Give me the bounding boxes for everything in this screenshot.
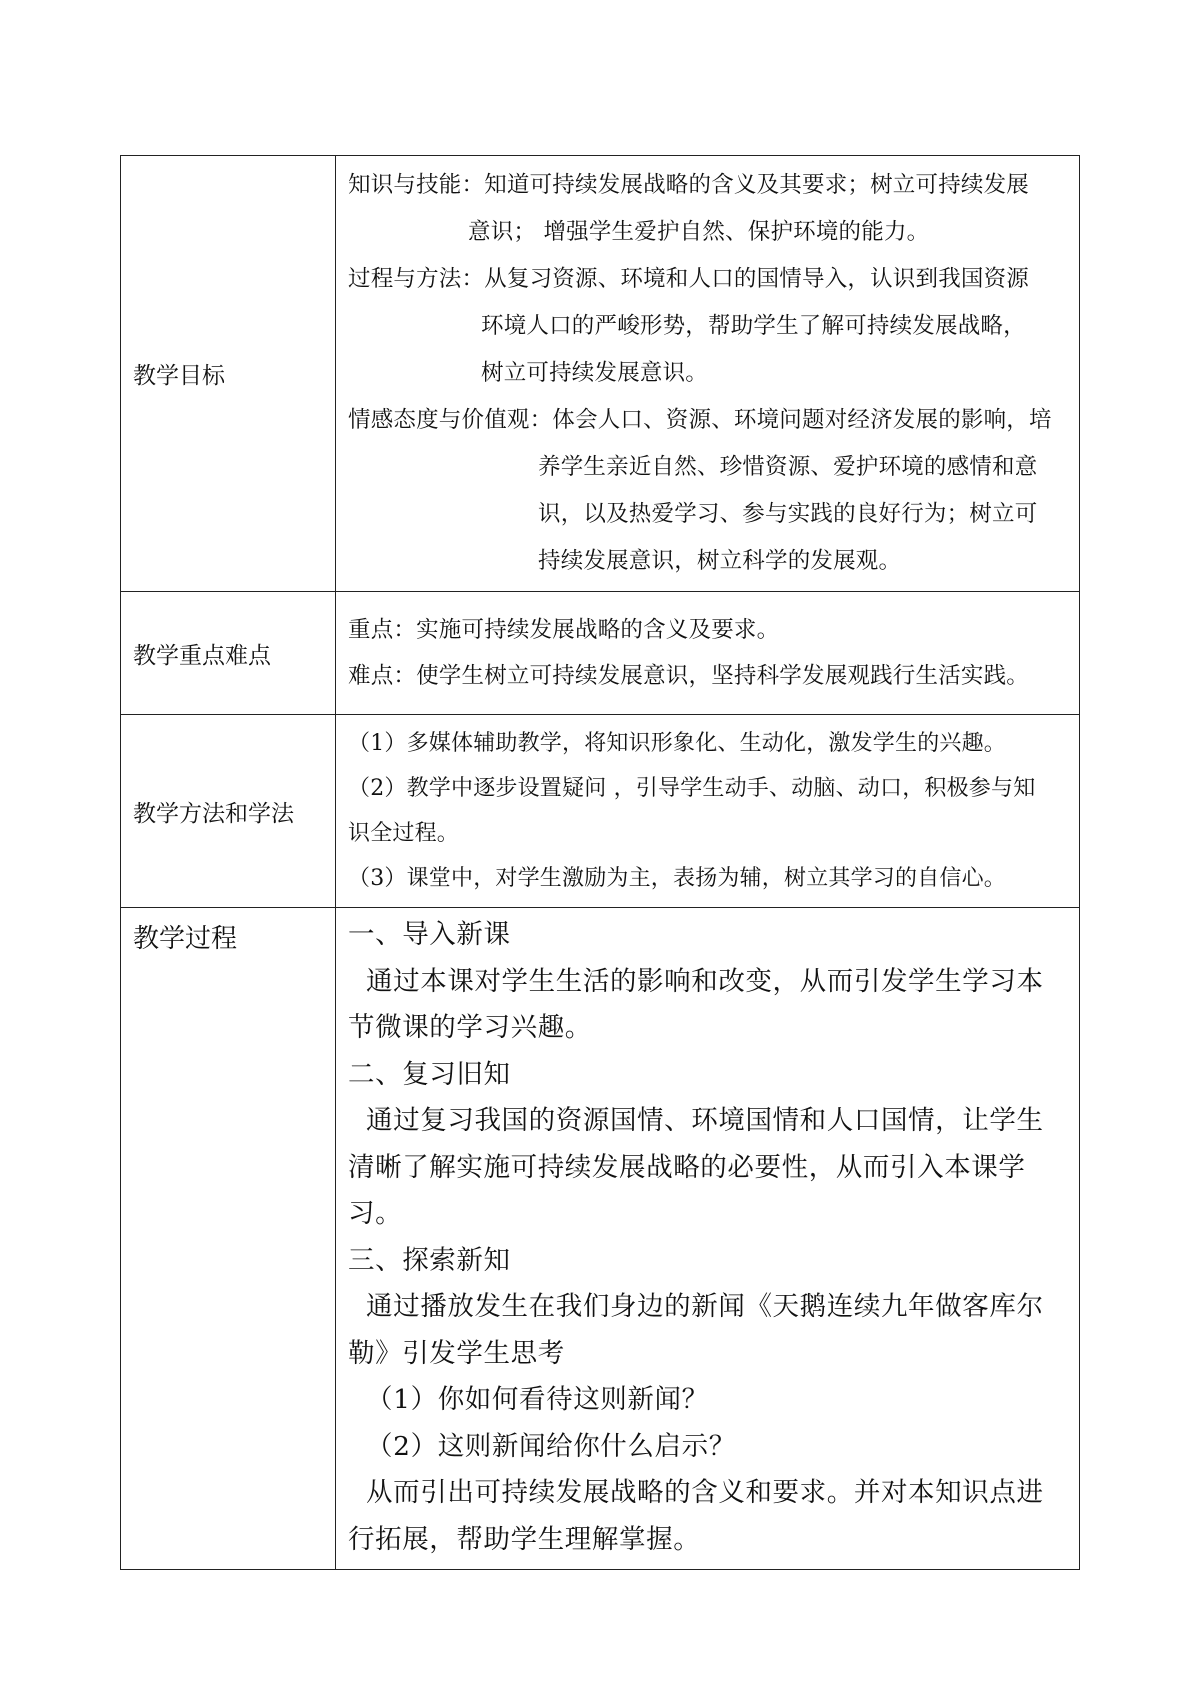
- objectives-content: [336, 156, 1080, 592]
- process-line: 习。: [348, 1198, 403, 1229]
- method-line: 识全过程。: [348, 821, 460, 846]
- process-line: 节微课的学习兴趣。: [348, 1012, 592, 1043]
- process-heading: 三、探索新知: [348, 1244, 511, 1276]
- key-points-label: 教学重点难点: [121, 592, 336, 715]
- objectives-line: 持续发展意识，树立科学的发展观。: [538, 548, 902, 574]
- key-points-content: [336, 592, 1080, 715]
- process-line: （1）你如何看待这则新闻？: [348, 1384, 709, 1415]
- key-point-line: 难点：使学生树立可持续发展意识，坚持科学发展观践行生活实践。: [348, 663, 1030, 689]
- process-content: [336, 908, 1080, 1570]
- objectives-line: 识，以及热爱学习、参与实践的良好行为；树立可: [538, 501, 1038, 527]
- process-line: 通过复习我国的资源国情、环境国情和人口国情，让学生: [348, 1105, 1044, 1136]
- process-line: 通过本课对学生生活的影响和改变，从而引发学生学习本: [348, 965, 1044, 997]
- objectives-label: 教学目标: [121, 156, 336, 592]
- objectives-line: 环境人口的严峻形势，帮助学生了解可持续发展战略，: [481, 313, 1026, 339]
- objectives-line: 过程与方法：从复习资源、环境和人口的国情导入，认识到我国资源: [348, 266, 1030, 292]
- methods-content: [336, 715, 1080, 908]
- key-point-line: 重点：实施可持续发展战略的含义及要求。: [348, 617, 780, 643]
- objectives-line: 知识与技能：知道可持续发展战略的含义及其要求；树立可持续发展: [348, 172, 1030, 198]
- methods-row: [121, 715, 1080, 908]
- objectives-line: 情感态度与价值观：体会人口、资源、环境问题对经济发展的影响，培: [348, 407, 1052, 433]
- method-line: （2）教学中逐步设置疑问 ，引导学生动手、动脑、动口，积极参与知: [348, 776, 1036, 801]
- methods-label: 教学方法和学法: [121, 715, 336, 908]
- process-heading: 一、导入新课: [348, 919, 511, 950]
- key-points-row: [121, 592, 1080, 715]
- process-line: （2）这则新闻给你什么启示？: [348, 1430, 736, 1462]
- lesson-plan-table: [120, 155, 1080, 1570]
- method-line: （1）多媒体辅助教学，将知识形象化、生动化，激发学生的兴趣。: [348, 731, 1006, 756]
- process-line: 勒》引发学生思考: [348, 1337, 565, 1369]
- process-line: 行拓展，帮助学生理解掌握。: [348, 1523, 701, 1555]
- objectives-line: 树立可持续发展意识。: [481, 360, 709, 386]
- process-heading: 二、复习旧知: [348, 1058, 511, 1090]
- objectives-line: 养学生亲近自然、珍惜资源、爱护环境的感情和意: [538, 454, 1038, 480]
- objectives-row: [121, 156, 1080, 592]
- process-line: 通过播放发生在我们身边的新闻《天鹅连续九年做客库尔: [348, 1291, 1044, 1322]
- process-line: 从而引出可持续发展战略的含义和要求。并对本知识点进: [348, 1477, 1044, 1508]
- process-label: 教学过程: [121, 908, 336, 1570]
- method-line: （3）课堂中，对学生激励为主，表扬为辅，树立其学习的自信心。: [348, 866, 1006, 891]
- process-row: [121, 908, 1080, 1570]
- objectives-line: 意识； 增强学生爱护自然、保护环境的能力。: [468, 219, 930, 245]
- process-line: 清晰了解实施可持续发展战略的必要性，从而引入本课学: [348, 1151, 1026, 1183]
